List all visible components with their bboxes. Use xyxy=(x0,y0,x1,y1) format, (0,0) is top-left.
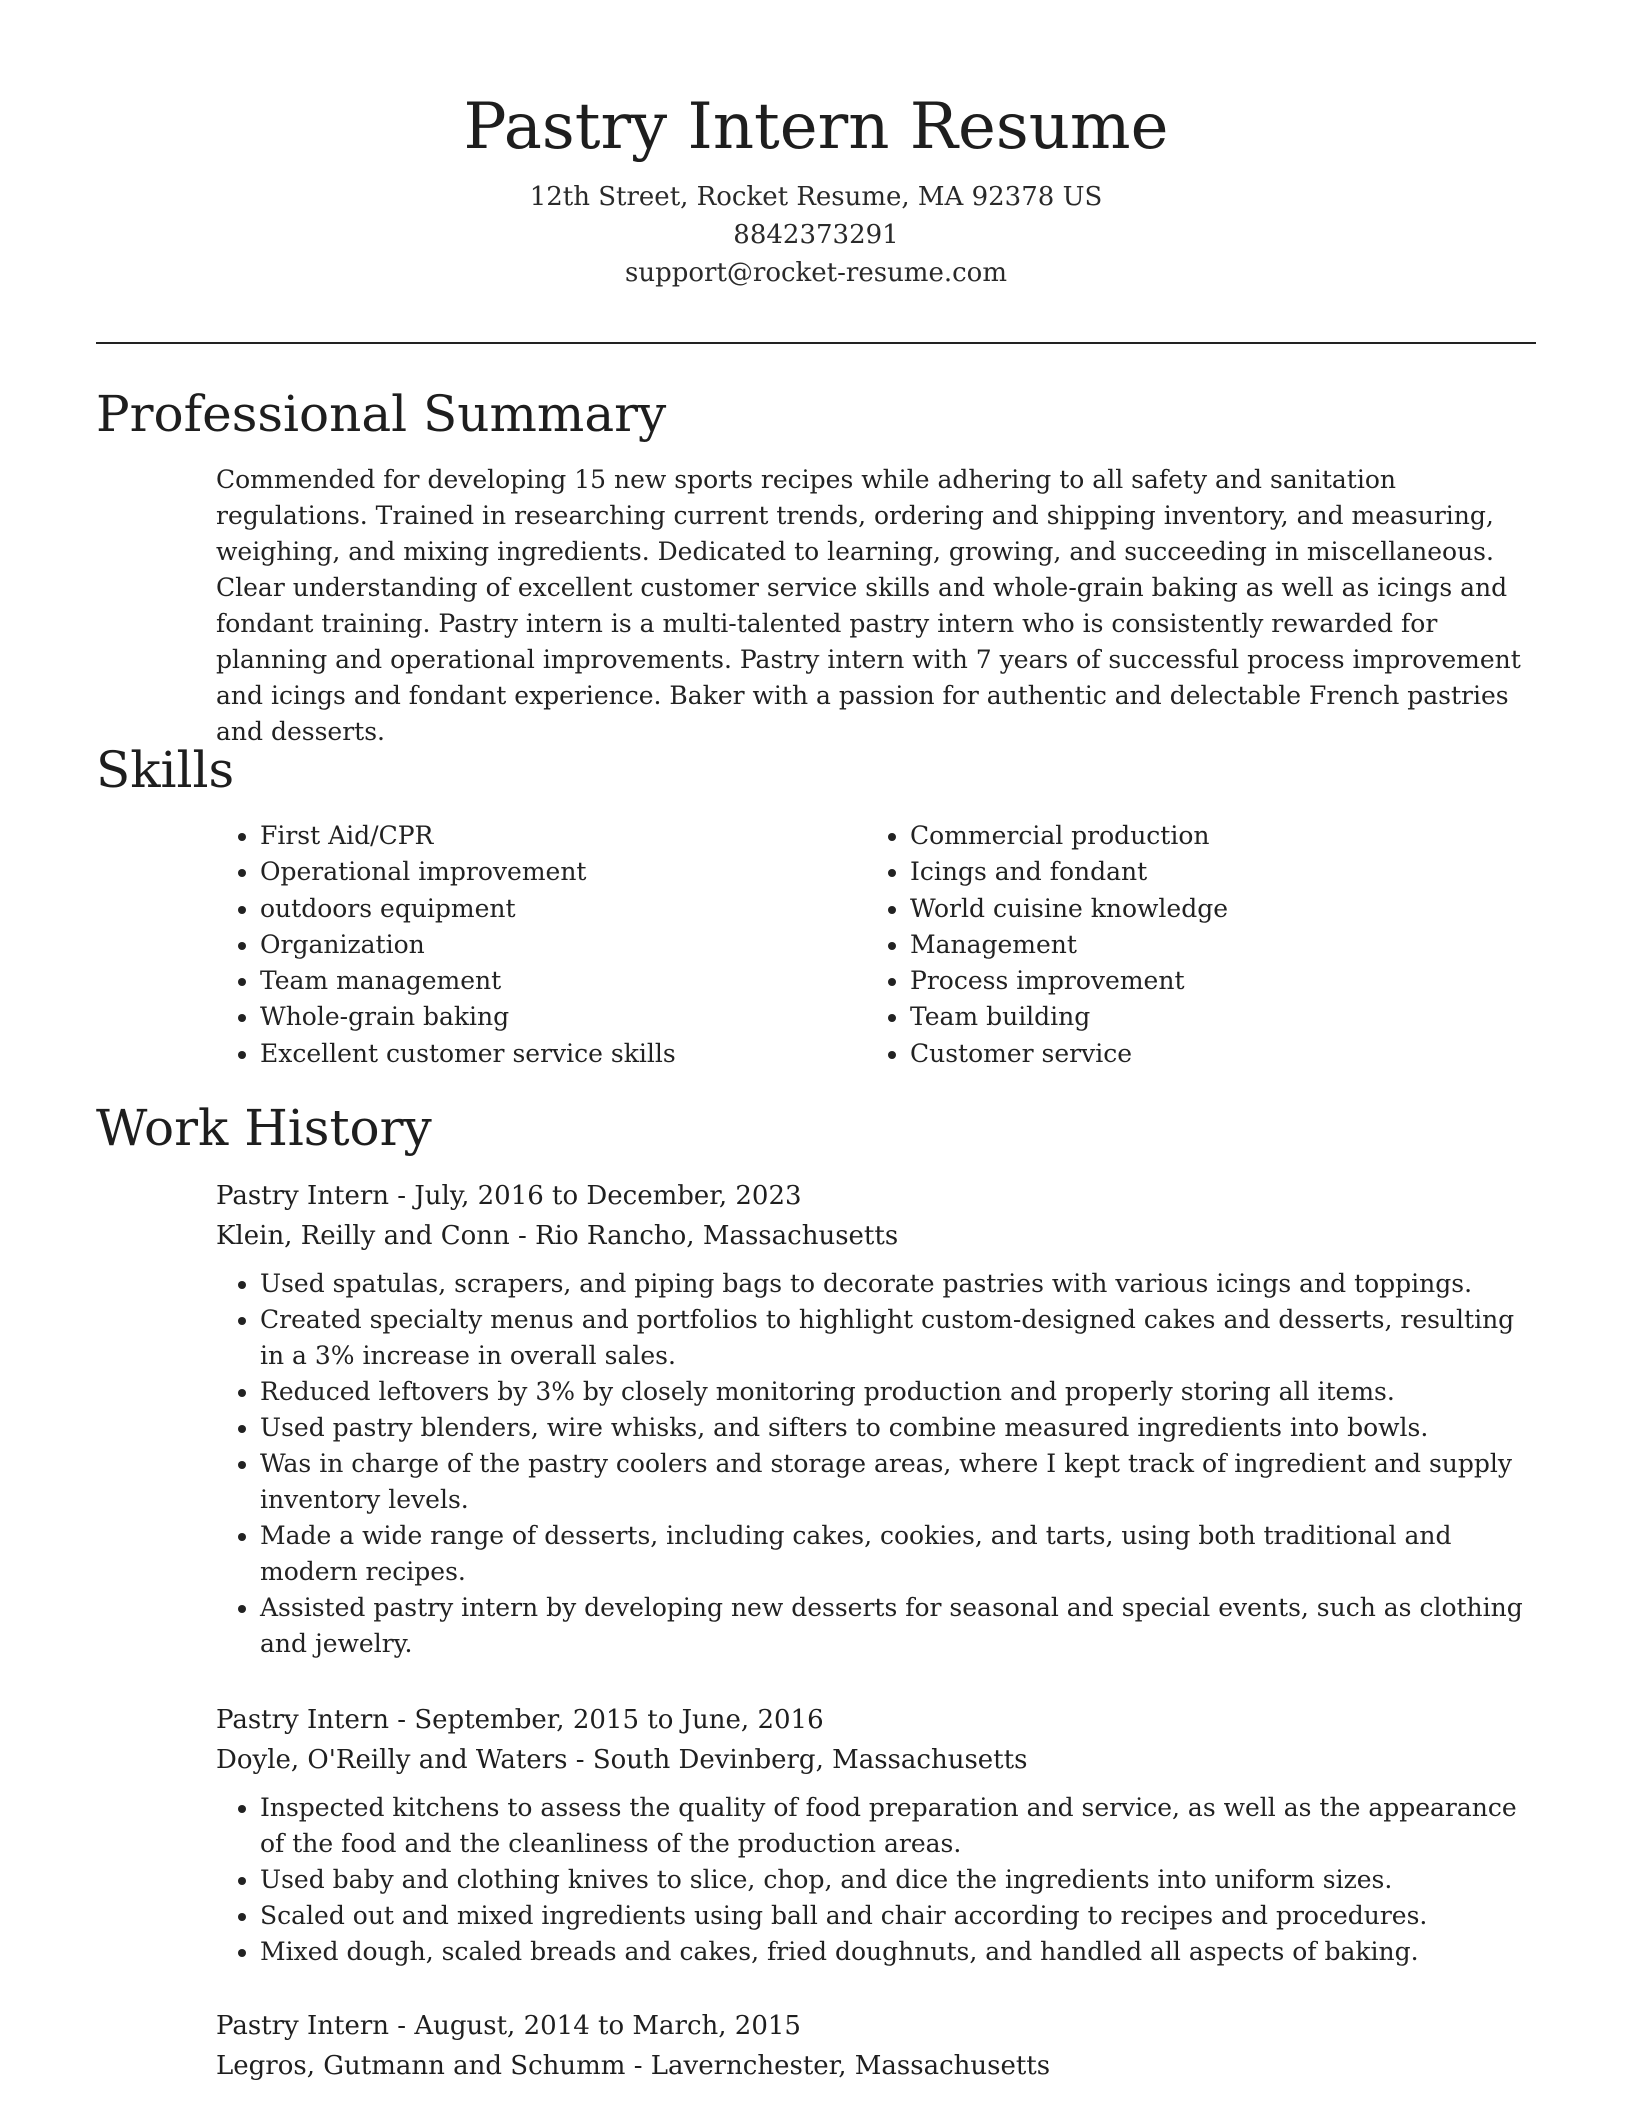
job-title: Pastry Intern xyxy=(216,2011,390,2041)
skill-item: • Organization xyxy=(260,927,866,963)
skill-item: • Management xyxy=(910,927,1516,963)
job-bullet: • Created specialty menus and portfolios to highlight custom-designed cakes and desserts, resulting in a 3% increase in overall sales. xyxy=(260,1302,1536,1374)
job-location: South Devinberg, Massachusetts xyxy=(592,1745,1028,1775)
job-bullet: • Inspected kitchens to assess the quality of food preparation and service, as well as the appearance of the food and the cleanliness of the production areas. xyxy=(260,1790,1536,1862)
summary-text: Commended for developing 15 new sports recipes while adhering to all safety and sanitation regulations. Trained in researching current trends, ordering and shipping inventory, and measuring, weighing, and mixing ingredients. Dedicated to learning, growing, and succeeding in miscellaneous. Clear understanding of excellent customer service skills and whole-grain baking as well as icings and fondant training. Pastry intern is a multi-talented pastry intern who is consistently rewarded for planning and operational improvements. Pastry intern with 7 years of successful process improvement and icings and fondant experience. Baker with a passion for authentic and delectable French pastries and desserts. xyxy=(216,465,1521,746)
contact-info xyxy=(0,178,1632,292)
skill-item: • Commercial production xyxy=(910,818,1516,854)
skill-item: • Operational improvement xyxy=(260,854,866,890)
job-company-line: Klein, Reilly and Conn - Rio Rancho, Massachusetts xyxy=(216,1221,899,1251)
skill-item: • Team building xyxy=(910,999,1516,1035)
resume-header xyxy=(0,82,1632,292)
job-bullet: • Mixed dough, scaled breads and cakes, fried doughnuts, and handled all aspects of baking. xyxy=(260,1934,1536,1970)
job-bullet: • Used baby and clothing knives to slice, chop, and dice the ingredients into uniform sizes. xyxy=(260,1862,1536,1898)
job-title-line: Pastry Intern - July, 2016 to December, 2023 xyxy=(216,1181,802,1211)
skill-item: • Process improvement xyxy=(910,963,1516,999)
job-dates: August, 2014 to March, 2015 xyxy=(414,2011,801,2041)
job-title-line: Pastry Intern - August, 2014 to March, 2015 xyxy=(216,2011,801,2041)
job-bullet: • Reduced leftovers by 3% by closely monitoring production and properly storing all items. xyxy=(260,1374,1536,1410)
skill-item: • World cuisine knowledge xyxy=(910,891,1516,927)
job-title-line: Pastry Intern - September, 2015 to June, 2016 xyxy=(216,1705,824,1735)
job-company-line: Legros, Gutmann and Schumm - Lavernchester, Massachusetts xyxy=(216,2051,1051,2081)
skills-list xyxy=(216,818,1536,1072)
summary-heading: Professional Summary xyxy=(96,385,667,443)
job-bullet: • Scaled out and mixed ingredients using ball and chair according to recipes and procedures. xyxy=(260,1898,1536,1934)
job-bullet: • Was in charge of the pastry coolers and storage areas, where I kept track of ingredient and supply inventory levels. xyxy=(260,1446,1536,1518)
skill-item: • Excellent customer service skills xyxy=(260,1036,866,1072)
job-entry xyxy=(216,2006,1536,2086)
job-title: Pastry Intern xyxy=(216,1705,390,1735)
header-divider xyxy=(96,342,1536,344)
skills-column-left xyxy=(216,818,866,1072)
skill-item: • Team management xyxy=(260,963,866,999)
job-title: Pastry Intern xyxy=(216,1181,390,1211)
job-entry xyxy=(216,1176,1536,1662)
email: support@rocket-resume.com xyxy=(624,258,1007,288)
skill-item: • outdoors equipment xyxy=(260,891,866,927)
job-company: Doyle, O'Reilly and Waters xyxy=(216,1745,568,1775)
skill-item: • Icings and fondant xyxy=(910,854,1516,890)
job-dates: July, 2016 to December, 2023 xyxy=(414,1181,802,1211)
job-bullet: • Assisted pastry intern by developing new desserts for seasonal and special events, such as clothing and jewelry. xyxy=(260,1590,1536,1662)
skills-heading: Skills xyxy=(96,741,235,799)
job-company: Klein, Reilly and Conn xyxy=(216,1221,510,1251)
job-entry xyxy=(216,1700,1536,1970)
job-bullet: • Used pastry blenders, wire whisks, and sifters to combine measured ingredients into bowls. xyxy=(260,1410,1536,1446)
resume-title: Pastry Intern Resume xyxy=(463,90,1169,164)
skill-item: • Whole-grain baking xyxy=(260,999,866,1035)
job-location: Rio Rancho, Massachusetts xyxy=(535,1221,899,1251)
job-bullet: • Made a wide range of desserts, including cakes, cookies, and tarts, using both traditional and modern recipes. xyxy=(260,1518,1536,1590)
job-dates: September, 2015 to June, 2016 xyxy=(414,1705,824,1735)
job-company: Legros, Gutmann and Schumm xyxy=(216,2051,626,2081)
skill-item: • Customer service xyxy=(910,1036,1516,1072)
skills-column-right xyxy=(866,818,1516,1072)
skill-item: • First Aid/CPR xyxy=(260,818,866,854)
job-location: Lavernchester, Massachusetts xyxy=(650,2051,1051,2081)
job-bullet: • Used spatulas, scrapers, and piping bags to decorate pastries with various icings and toppings. xyxy=(260,1266,1536,1302)
address: 12th Street, Rocket Resume, MA 92378 US xyxy=(529,182,1103,212)
job-bullets xyxy=(216,1790,1536,1970)
job-company-line: Doyle, O'Reilly and Waters - South Devinberg, Massachusetts xyxy=(216,1745,1028,1775)
work-history-heading: Work History xyxy=(96,1099,432,1157)
phone: 8842373291 xyxy=(733,220,899,250)
job-bullets xyxy=(216,1266,1536,1662)
